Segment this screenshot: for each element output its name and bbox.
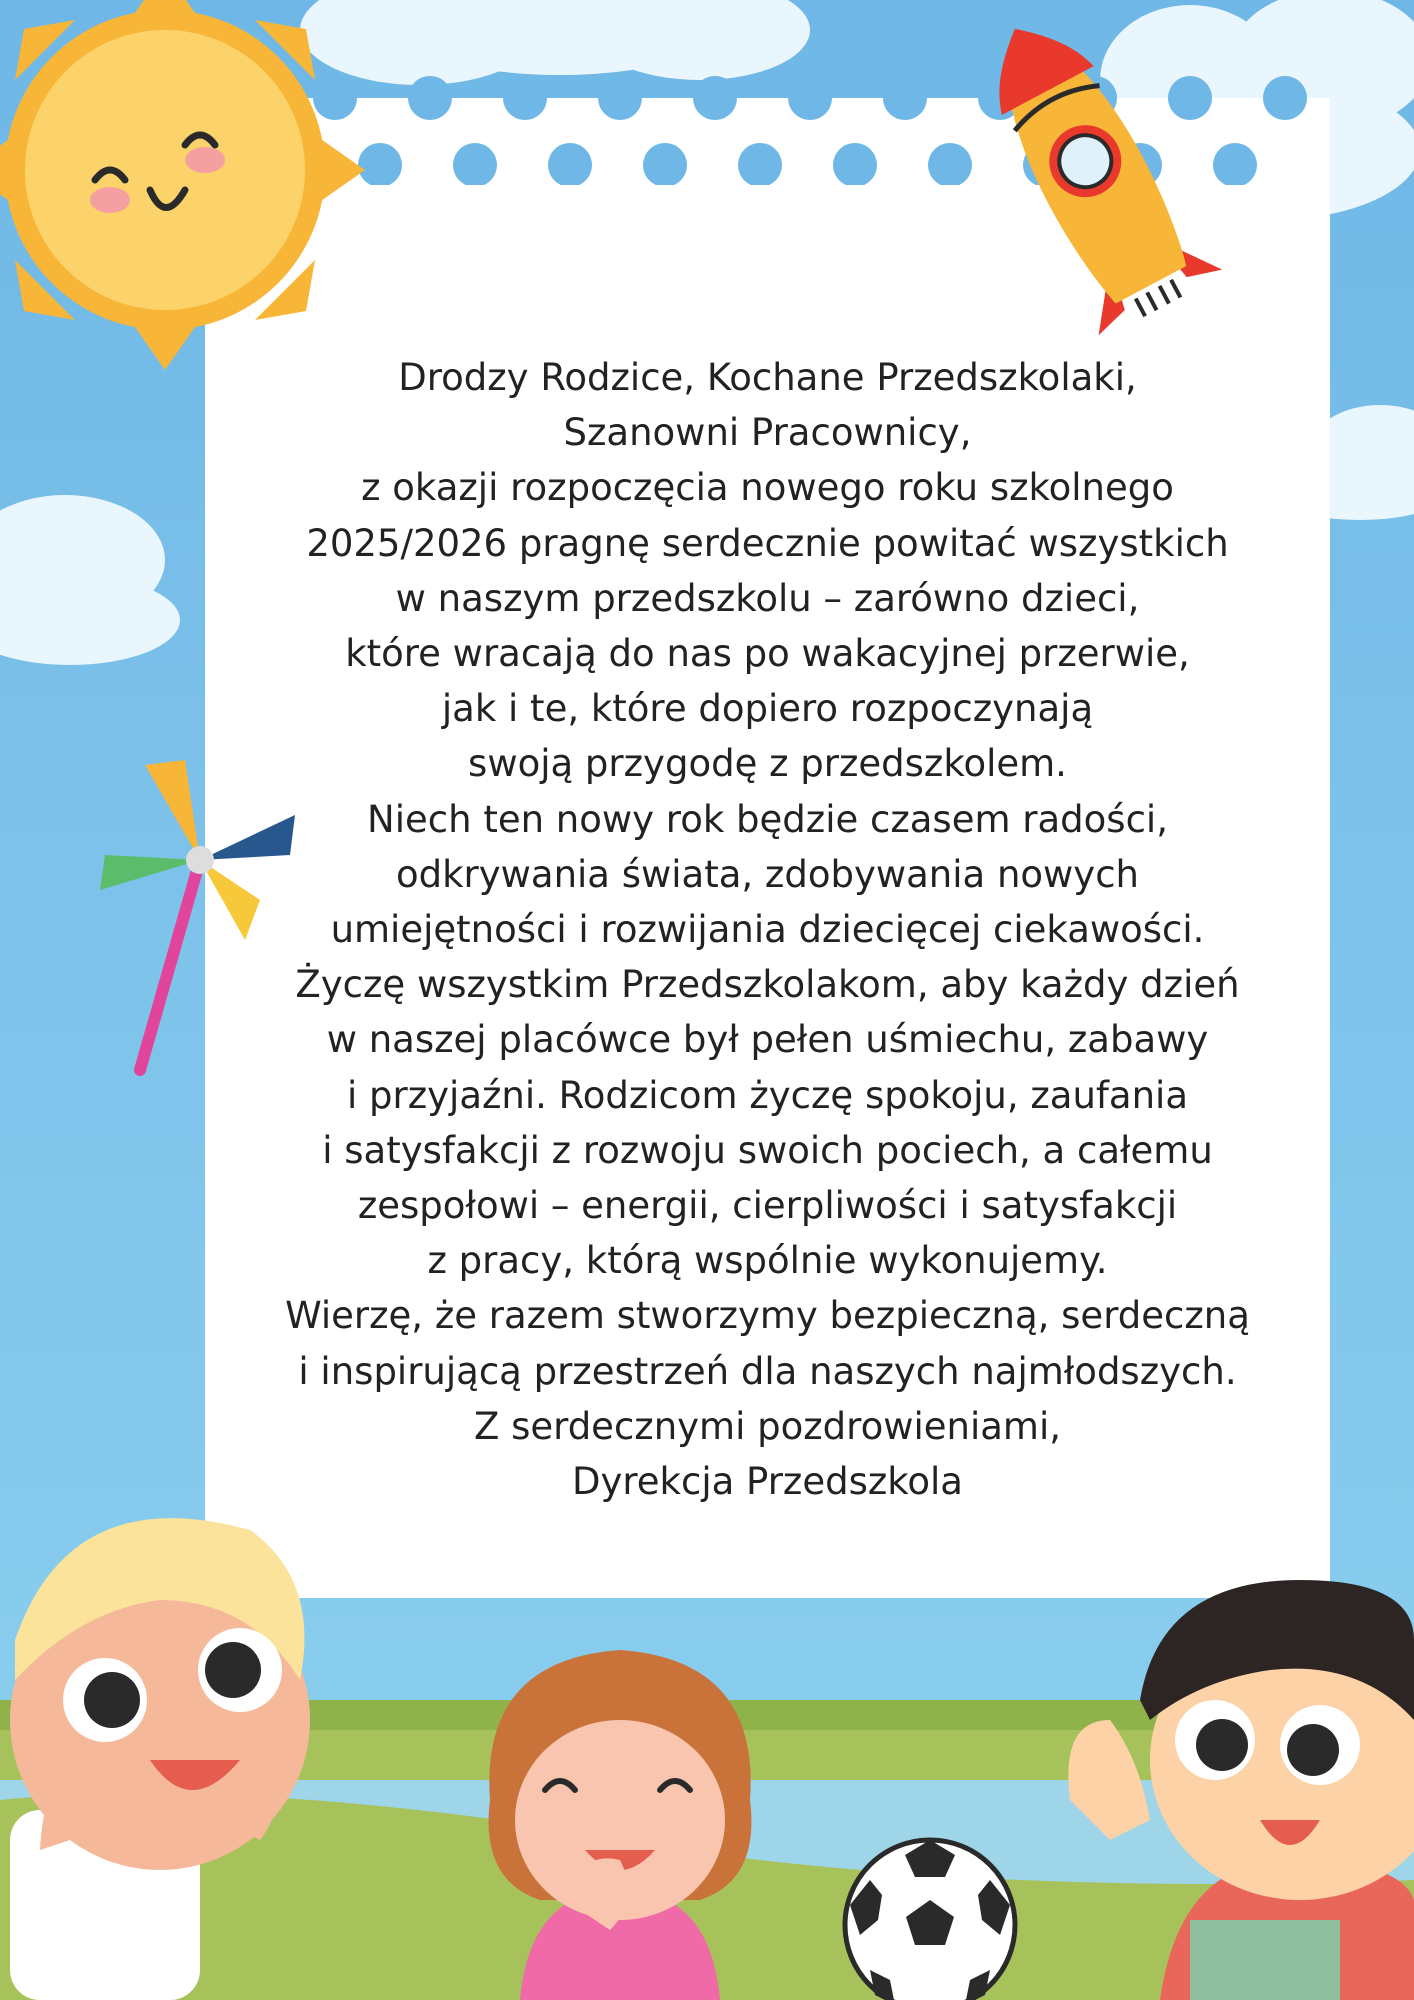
letter-line: Niech ten nowy rok będzie czasem radości,	[367, 797, 1168, 841]
welcome-letter	[205, 350, 1330, 1509]
letter-line: w naszym przedszkolu – zarówno dzieci,	[395, 576, 1140, 620]
letter-line: i inspirującą przestrzeń dla naszych najmłodszych.	[298, 1349, 1237, 1393]
letter-line: Życzę wszystkim Przedszkolakom, aby każdy dzień	[295, 963, 1240, 1007]
soccer-ball-icon	[845, 1840, 1015, 2000]
letter-line: Wierzę, że razem stworzymy bezpieczną, serdeczną	[285, 1294, 1250, 1338]
letter-line: w naszej placówce był pełen uśmiechu, zabawy	[326, 1018, 1209, 1062]
letter-signature: Dyrekcja Przedszkola	[572, 1460, 963, 1504]
letter-line: zespołowi – energii, cierpliwości i satysfakcji	[357, 1184, 1178, 1228]
letter-closing: Z serdecznymi pozdrowieniami,	[473, 1404, 1061, 1448]
letter-line: które wracają do nas po wakacyjnej przerwie,	[345, 632, 1190, 676]
letter-line: Szanowni Pracownicy,	[563, 411, 972, 455]
letter-line: i przyjaźni. Rodzicom życzę spokoju, zaufania	[347, 1073, 1188, 1117]
letter-line: 2025/2026 pragnę serdecznie powitać wszystkich	[306, 521, 1229, 565]
letter-line: odkrywania świata, zdobywania nowych	[395, 852, 1140, 896]
letter-line: jak i te, które dopiero rozpoczynają	[441, 687, 1094, 731]
letter-line: z okazji rozpoczęcia nowego roku szkolnego	[361, 466, 1174, 510]
letter-line: umiejętności i rozwijania dziecięcej ciekawości.	[330, 908, 1205, 952]
letter-line: i satysfakcji z rozwoju swoich pociech, a całemu	[322, 1128, 1213, 1172]
letter-line: Drodzy Rodzice, Kochane Przedszkolaki,	[398, 356, 1137, 399]
letter-line: z pracy, którą wspólnie wykonujemy.	[427, 1239, 1108, 1283]
letter-line: swoją przygodę z przedszkolem.	[468, 742, 1067, 786]
cloud-icon	[300, 0, 810, 85]
